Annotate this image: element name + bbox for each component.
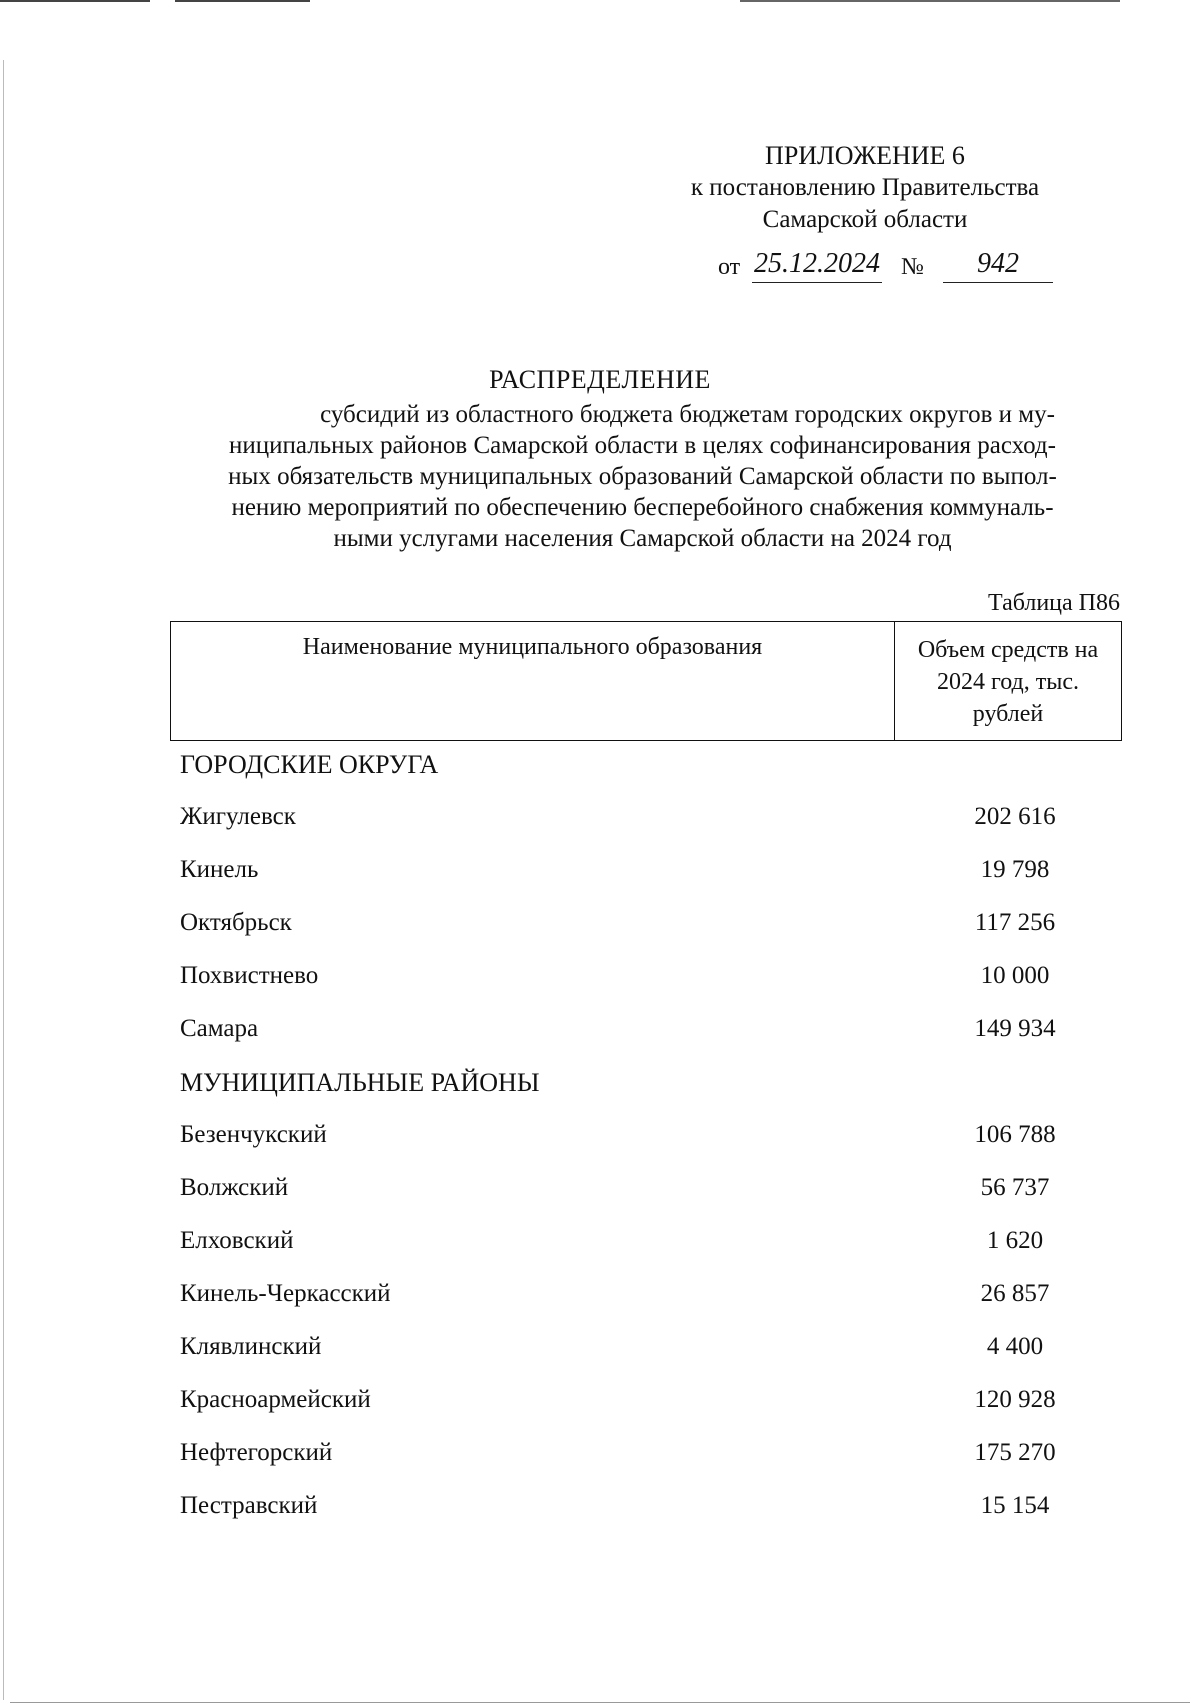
appendix-line-1: к постановлению Правительства xyxy=(690,174,1040,201)
amount-value: 117 256 xyxy=(974,909,1056,936)
subtitle-line: ниципальных районов Самарской области в целях софинансирования расход- xyxy=(229,432,1056,459)
table-row xyxy=(180,956,1120,1009)
municipality-name: Самара xyxy=(180,1015,259,1042)
table-section-row xyxy=(180,1062,1120,1115)
amount-value: 19 798 xyxy=(980,856,1050,883)
handwritten-date: 25.12.2024 xyxy=(752,248,882,283)
header-amount-line: Объем средств на xyxy=(917,637,1099,663)
amount-value: 202 616 xyxy=(974,803,1056,830)
municipality-name: Кинель xyxy=(180,856,259,883)
number-prefix: № xyxy=(901,254,924,280)
table-row xyxy=(180,1168,1120,1221)
table-row xyxy=(180,1221,1120,1274)
appendix-title: ПРИЛОЖЕНИЕ 6 xyxy=(765,141,965,170)
appendix-block xyxy=(640,140,1090,236)
table-header xyxy=(170,621,1122,741)
municipality-name: Елховский xyxy=(180,1227,294,1254)
table-body xyxy=(180,744,1120,1539)
header-name-column: Наименование муниципального образования xyxy=(171,622,895,740)
municipality-name: Безенчукский xyxy=(180,1121,327,1148)
municipality-name: Жигулевск xyxy=(180,803,296,830)
header-amount-line: 2024 год, тыс. xyxy=(936,669,1080,695)
document-title: РАСПРЕДЕЛЕНИЕ xyxy=(489,365,711,394)
amount-value: 175 270 xyxy=(974,1439,1056,1466)
header-amount-column xyxy=(895,622,1121,740)
amount-value: 56 737 xyxy=(980,1174,1050,1201)
section-heading: МУНИЦИПАЛЬНЫЕ РАЙОНЫ xyxy=(180,1068,540,1097)
table-row xyxy=(180,797,1120,850)
amount-value: 120 928 xyxy=(974,1386,1056,1413)
table-label: Таблица П86 xyxy=(988,590,1120,616)
table-section-row xyxy=(180,744,1120,797)
amount-value: 15 154 xyxy=(980,1492,1050,1519)
municipality-name: Кинель-Черкасский xyxy=(180,1280,391,1307)
table-row xyxy=(180,1433,1120,1486)
date-prefix: от xyxy=(718,254,741,280)
header-amount-line: рублей xyxy=(972,701,1044,727)
municipality-name: Октябрьск xyxy=(180,909,292,936)
handwritten-number: 942 xyxy=(943,248,1053,283)
municipality-name: Пестравский xyxy=(180,1492,318,1519)
municipality-name: Клявлинский xyxy=(180,1333,322,1360)
scan-artifact-bottom xyxy=(10,1702,1190,1703)
table-row xyxy=(180,850,1120,903)
municipality-name: Нефтегорский xyxy=(180,1439,333,1466)
section-heading: ГОРОДСКИЕ ОКРУГА xyxy=(180,750,439,779)
document-subtitle xyxy=(170,399,1115,554)
amount-value: 1 620 xyxy=(986,1227,1044,1254)
amount-value: 106 788 xyxy=(974,1121,1056,1148)
table-row xyxy=(180,903,1120,956)
table-row xyxy=(180,1486,1120,1539)
subtitle-line: нению мероприятий по обеспечению бесперебойного снабжения коммуналь- xyxy=(231,494,1054,521)
amount-value: 4 400 xyxy=(986,1333,1044,1360)
table-row xyxy=(180,1274,1120,1327)
subtitle-line: субсидий из областного бюджета бюджетам городских округов и му- xyxy=(320,401,1055,428)
amount-value: 26 857 xyxy=(980,1280,1050,1307)
scan-artifact-top xyxy=(0,0,1200,2)
decree-reference xyxy=(718,248,1053,284)
table-row xyxy=(180,1115,1120,1168)
municipality-name: Красноармейский xyxy=(180,1386,371,1413)
amount-value: 10 000 xyxy=(980,962,1050,989)
scan-artifact-left xyxy=(3,60,4,1700)
municipality-name: Волжский xyxy=(180,1174,289,1201)
amount-value: 149 934 xyxy=(974,1015,1056,1042)
table-row xyxy=(180,1380,1120,1433)
appendix-line-2: Самарской области xyxy=(762,206,968,233)
subtitle-line: ных обязательств муниципальных образований Самарской области по выпол- xyxy=(228,463,1057,490)
municipality-name: Похвистнево xyxy=(180,962,319,989)
subtitle-line: ными услугами населения Самарской области на 2024 год xyxy=(333,525,952,552)
table-row xyxy=(180,1327,1120,1380)
table-row xyxy=(180,1009,1120,1062)
